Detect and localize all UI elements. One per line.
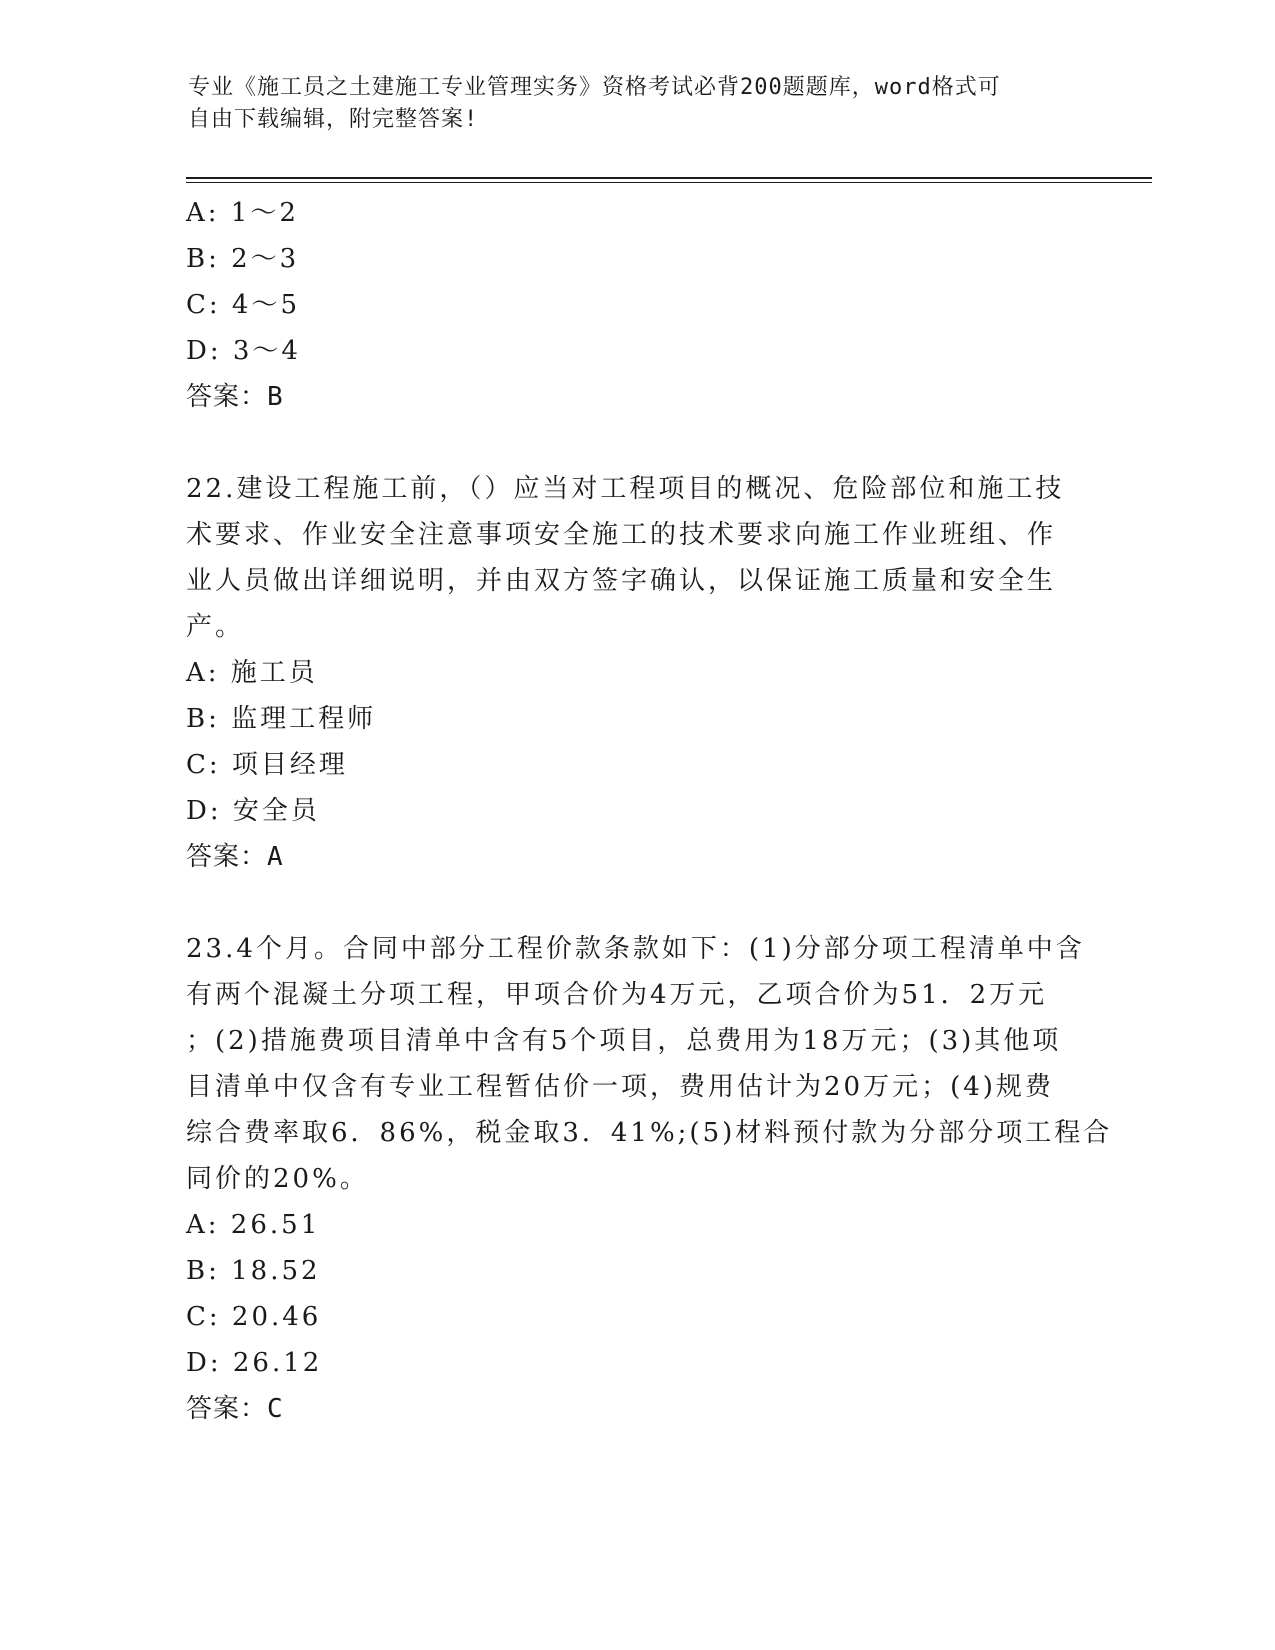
- question-text: [186, 926, 1113, 1202]
- question-22: [186, 466, 1086, 880]
- option-d: D: 26.12: [186, 1348, 323, 1378]
- question-text-line: ；(2)措施费项目清单中含有5个项目，总费用为18万元；(3)其他项: [186, 1026, 1062, 1056]
- question-text-line: 综合费率取6．86%，税金取3．41%;(5)材料预付款为分部分项工程合: [186, 1118, 1113, 1148]
- option-b: B: 2～3: [186, 244, 300, 274]
- spacer: [186, 880, 1086, 926]
- header-line-2: 自由下载编辑，附完整答案!: [188, 107, 479, 132]
- question-text-line: 业人员做出详细说明，并由双方签字确认，以保证施工质量和安全生: [186, 566, 1057, 596]
- question-text-line: 23.4个月。合同中部分工程价款条款如下：(1)分部分项工程清单中含: [186, 934, 1085, 964]
- question-text-line: 术要求、作业安全注意事项安全施工的技术要求向施工作业班组、作: [186, 520, 1057, 550]
- option-b: B: 监理工程师: [186, 704, 377, 734]
- answer-line: 答案：B: [186, 382, 284, 412]
- spacer: [186, 420, 1086, 466]
- answer-line: 答案：A: [186, 842, 284, 872]
- question-text-line: 目清单中仅含有专业工程暂估价一项，费用估计为20万元；(4)规费: [186, 1072, 1054, 1102]
- option-a: A: 26.51: [186, 1210, 321, 1240]
- option-a: A: 施工员: [186, 658, 318, 688]
- answer-line: 答案：C: [186, 1394, 284, 1424]
- question-text-line: 产。: [186, 612, 245, 642]
- question-text: [186, 466, 1076, 650]
- header-divider-thick: [186, 177, 1152, 179]
- question-text-line: 同价的20%。: [186, 1164, 369, 1194]
- question-21: [186, 190, 1086, 420]
- header-line-1: 专业《施工员之土建施工专业管理实务》资格考试必背200题题库，word格式可: [188, 75, 1001, 100]
- option-d: D: 安全员: [186, 796, 320, 826]
- document-header: [188, 72, 1068, 136]
- question-list: [186, 190, 1113, 1432]
- question-23: [186, 926, 1113, 1432]
- option-c: C: 项目经理: [186, 750, 348, 780]
- option-a: A: 1～2: [186, 198, 299, 228]
- option-b: B: 18.52: [186, 1256, 321, 1286]
- option-d: D: 3～4: [186, 336, 301, 366]
- option-c: C: 4～5: [186, 290, 301, 320]
- question-text-line: 有两个混凝土分项工程，甲项合价为4万元，乙项合价为51．2万元: [186, 980, 1048, 1010]
- question-text-line: 22.建设工程施工前，（）应当对工程项目的概况、危险部位和施工技: [186, 474, 1065, 504]
- header-divider-thin: [186, 182, 1152, 183]
- option-c: C: 20.46: [186, 1302, 322, 1332]
